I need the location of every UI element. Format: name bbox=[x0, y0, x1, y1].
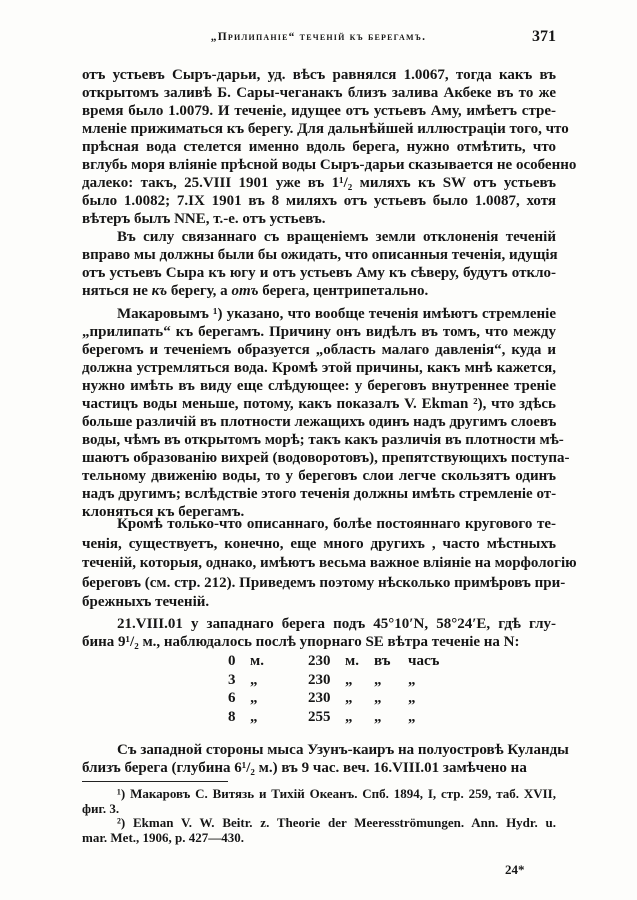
text-segment: няться не bbox=[82, 283, 152, 299]
text-line: Макаровымъ ¹) указано, что вообще теченія имѣютъ стремленіе bbox=[117, 306, 556, 322]
table-cell: 255 bbox=[308, 708, 331, 725]
text-line: берегомъ и теченіемъ образуется „область малаго давленія“, куда и bbox=[82, 342, 556, 358]
table-cell: 6 bbox=[228, 690, 236, 706]
table-cell: въ bbox=[374, 653, 391, 669]
text-line: отъ устьевъ Сыръ-дарьи, уд. вѣсъ равнялся 1.0067, тогда какъ въ bbox=[82, 67, 556, 83]
text-line: отъ устьевъ Сыра къ югу и отъ устьевъ Аму къ сѣверу, будутъ откло- bbox=[82, 265, 556, 281]
table-row bbox=[228, 708, 488, 727]
text-line: 21.VIII.01 у западнаго берега подъ 45°10′N, 58°24′E, гдѣ глу- bbox=[117, 616, 556, 632]
footnote bbox=[82, 787, 556, 816]
table-cell: 0 bbox=[228, 653, 236, 669]
paragraph bbox=[82, 615, 556, 651]
text-line: нужно имѣть въ виду еще слѣдующее: у береговъ внутреннее треніе bbox=[82, 378, 556, 394]
table-cell: „ bbox=[374, 690, 382, 706]
italic-text: отъ bbox=[231, 283, 259, 299]
text-line: мленіе прижиматься къ берегу. Для дальнѣйшей иллюстраціи того, что bbox=[82, 121, 569, 137]
text-line: теченій, которыя, однако, имѣютъ весьма важное вліяніе на морфологію bbox=[82, 555, 577, 571]
text-line: шаютъ образованію вихрей (водоворотовъ), препятствующихъ поступа- bbox=[82, 450, 570, 466]
table-cell: „ bbox=[374, 708, 382, 725]
paragraph bbox=[82, 515, 577, 613]
text-line: ченія, существуетъ, конечно, еще много другихъ , часто мѣстныхъ bbox=[82, 535, 556, 552]
table-cell: 3 bbox=[228, 671, 236, 688]
text-line: прѣсная вода стелется именно вдоль берега, нужно отмѣтить, что bbox=[82, 139, 556, 155]
table-cell: „ bbox=[250, 671, 258, 688]
current-speed-table bbox=[228, 652, 488, 726]
text-line: частицъ воды меньше, потому, какъ показалъ V. Ekman ²), что здѣсь bbox=[82, 396, 556, 412]
text-line: воды, чѣмъ въ открытомъ морѣ; такъ какъ различія въ плотности мѣ- bbox=[82, 432, 564, 448]
table-cell: „ bbox=[345, 671, 353, 688]
table-row bbox=[228, 652, 488, 671]
text-line: больше различій въ плотности лежащихъ одинъ надъ другимъ слоевъ bbox=[82, 414, 557, 430]
text-line: должна устремляться вода. Кромѣ этой причины, какъ мнѣ кажется, bbox=[82, 360, 556, 376]
text-line: береговъ (см. стр. 212). Приведемъ поэтому нѣсколько примѣровъ при- bbox=[82, 574, 566, 591]
table-cell: „ bbox=[250, 708, 258, 725]
signature-mark: 24* bbox=[505, 862, 525, 877]
text-line: открытомъ заливѣ Б. Сары-чеганакъ близъ залива Акбеке въ то же bbox=[82, 85, 556, 101]
paragraph bbox=[82, 66, 577, 228]
text-line: близъ берега (глубина 6¹/₂ м.) въ 9 час. веч. 16.VIII.01 замѣчено на bbox=[82, 760, 527, 776]
table-row bbox=[228, 671, 488, 690]
table-cell: „ bbox=[345, 690, 353, 706]
table-cell: м. bbox=[345, 653, 359, 669]
text-line: брежныхъ теченій. bbox=[82, 594, 210, 610]
table-cell: часъ bbox=[408, 653, 440, 669]
text-line: „прилипать“ къ берегамъ. Причину онъ видѣлъ въ томъ, что между bbox=[82, 324, 556, 340]
table-cell: „ bbox=[250, 690, 258, 706]
text-line bbox=[82, 282, 556, 300]
footnote-line: фиг. 3. bbox=[82, 800, 120, 816]
text-line: было 1.0082; 7.IX 1901 въ 8 миляхъ отъ устьевъ было 1.0087, хотя bbox=[82, 193, 556, 209]
table-row bbox=[228, 689, 488, 708]
table-cell: м. bbox=[250, 653, 264, 669]
footnote bbox=[82, 816, 556, 845]
text-line: Кромѣ только-что описаннаго, болѣе постояннаго кругового те- bbox=[117, 516, 556, 532]
running-header-title: „Прилипаніе“ теченій къ берегамъ. bbox=[210, 31, 427, 43]
italic-text: къ bbox=[151, 283, 168, 299]
text-line: вправо мы должны были бы ожидать, что описанныя теченія, идущія bbox=[82, 247, 558, 263]
footnote-line: mar. Met., 1906, p. 427—430. bbox=[82, 829, 245, 845]
table-cell: „ bbox=[408, 671, 416, 688]
paragraph bbox=[82, 228, 556, 300]
text-line: вглубь моря вліяніе прѣсной воды Сыръ-дарьи сказывается не особенно bbox=[82, 157, 577, 173]
table-cell: 230 bbox=[308, 690, 331, 706]
paragraph bbox=[82, 305, 570, 521]
text-line: далеко: такъ, 25.VIII 1901 уже въ 1¹/₂ миляхъ къ SW отъ устьевъ bbox=[82, 175, 556, 191]
footnote-line: ²) Ekman V. W. Beitr. z. Theorie der Meeresströmungen. Ann. Hydr. u. bbox=[117, 815, 556, 830]
table-cell: „ bbox=[345, 708, 353, 725]
text-segment: берега, центрипетально. bbox=[258, 283, 429, 299]
table-cell: 8 bbox=[228, 708, 236, 725]
text-line: клоняться къ берегамъ. bbox=[82, 504, 245, 520]
table-cell: 230 bbox=[308, 653, 331, 669]
text-line: надъ другимъ; вслѣдствіе этого теченія должны имѣть стремленіе от- bbox=[82, 486, 557, 502]
table-cell: „ bbox=[408, 690, 416, 706]
text-line: бина 9¹/₂ м., наблюдалось послѣ упорнаго SE вѣтра теченіе на N: bbox=[82, 634, 520, 650]
page-number: 371 bbox=[532, 28, 556, 45]
text-line: вѣтеръ былъ NNE, т.-е. отъ устьевъ. bbox=[82, 211, 326, 227]
paragraph bbox=[82, 741, 569, 777]
table-cell: „ bbox=[408, 708, 416, 725]
text-line: Въ силу связаннаго съ вращеніемъ земли отклоненія теченій bbox=[117, 229, 556, 245]
text-line: тельному движенію воды, то у береговъ слои легче скользятъ одинъ bbox=[82, 468, 556, 484]
text-line: Съ западной стороны мыса Узунъ-каиръ на полуостровѣ Куланды bbox=[117, 742, 569, 758]
text-segment: берегу, а bbox=[167, 283, 232, 299]
footnote-rule bbox=[82, 781, 228, 782]
footnote-line: ¹) Макаровъ С. Витязь и Тихій Океанъ. Спб. 1894, I, стр. 259, таб. XVII, bbox=[117, 786, 556, 801]
table-cell: „ bbox=[374, 671, 382, 688]
text-line: время было 1.0079. И теченіе, идущее отъ устьевъ Аму, имѣетъ стре- bbox=[82, 103, 556, 119]
table-cell: 230 bbox=[308, 671, 331, 688]
